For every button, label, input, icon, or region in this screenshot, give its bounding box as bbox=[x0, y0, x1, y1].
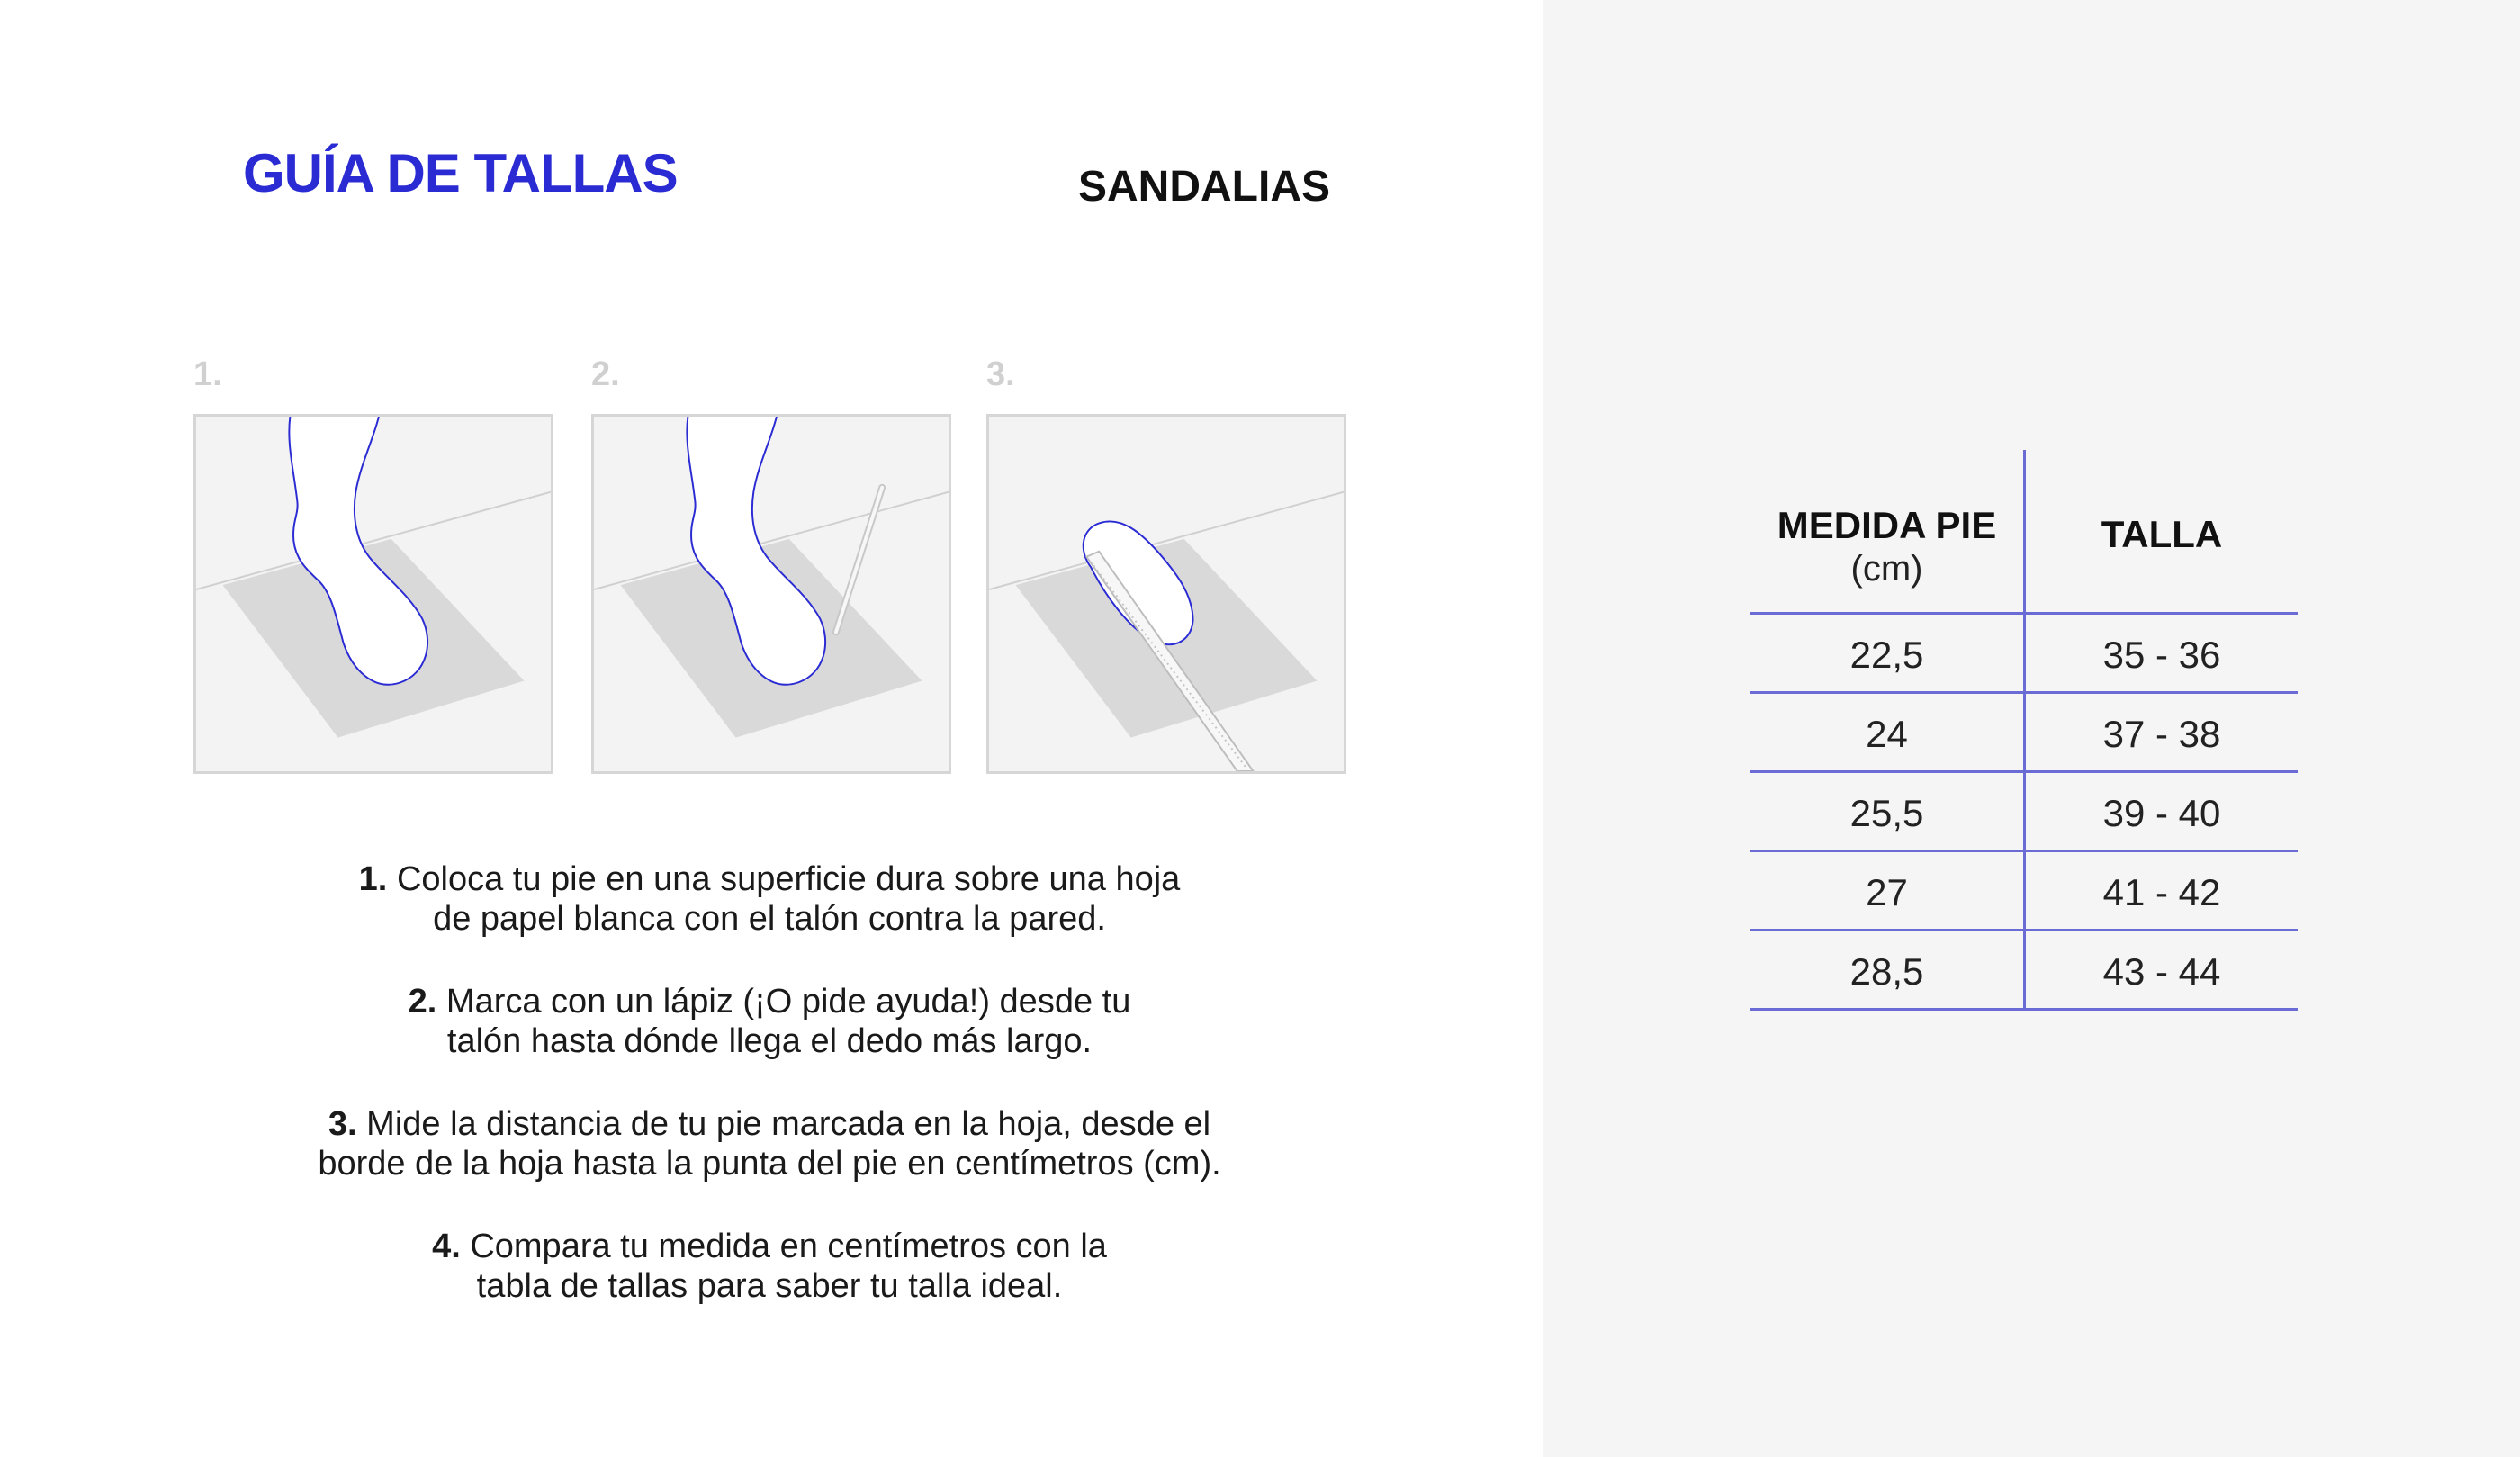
table-header bbox=[1750, 450, 2298, 612]
size-cell: 35 - 36 bbox=[2102, 634, 2221, 676]
instruction-3 bbox=[225, 1104, 1314, 1183]
size-cell: 41 - 42 bbox=[2102, 871, 2221, 913]
measure-cell: 22,5 bbox=[1850, 634, 1924, 676]
measure-cell: 24 bbox=[1866, 713, 1908, 755]
instructions-list bbox=[225, 859, 1314, 1349]
instruction-text: borde de la hoja hasta la punta del pie en centímetros (cm). bbox=[318, 1145, 1221, 1183]
instruction-text: Mide la distancia de tu pie marcada en la hoja, desde el bbox=[366, 1105, 1211, 1143]
table-row bbox=[1750, 931, 2298, 1008]
header-measure bbox=[1750, 504, 2023, 589]
instruction-text: talón hasta dónde llega el dedo más largo. bbox=[446, 1022, 1093, 1060]
table-row bbox=[1750, 773, 2298, 850]
footprint-with-ruler-icon bbox=[989, 417, 1344, 771]
measure-cell: 27 bbox=[1866, 871, 1908, 913]
header-measure-unit: (cm) bbox=[1850, 549, 1923, 589]
table-row bbox=[1750, 852, 2298, 929]
row-divider bbox=[1750, 1008, 2298, 1011]
measure-cell: 25,5 bbox=[1850, 792, 1924, 834]
step-2-illustration bbox=[591, 414, 951, 774]
page-title: GUÍA DE TALLAS bbox=[243, 143, 678, 203]
instruction-text: Coloca tu pie en una superficie dura sobre una hoja bbox=[396, 860, 1181, 898]
table-row bbox=[1750, 615, 2298, 691]
step-number-1: 1. bbox=[194, 355, 222, 393]
step-1-illustration bbox=[194, 414, 554, 774]
instruction-4 bbox=[225, 1227, 1314, 1306]
instruction-text: tabla de tallas para saber tu talla ideal. bbox=[476, 1267, 1063, 1305]
product-name: SANDALIAS bbox=[1078, 163, 1331, 211]
header-size bbox=[2026, 513, 2298, 556]
size-cell: 37 - 38 bbox=[2102, 713, 2221, 755]
header-size-label: TALLA bbox=[2101, 513, 2223, 555]
foot-on-paper-icon bbox=[196, 417, 551, 771]
table-row bbox=[1750, 694, 2298, 770]
size-cell: 39 - 40 bbox=[2102, 792, 2221, 834]
instruction-1 bbox=[225, 859, 1314, 939]
instruction-number: 3. bbox=[328, 1105, 357, 1143]
header-measure-label: MEDIDA PIE bbox=[1777, 504, 1997, 546]
instruction-text: Compara tu medida en centímetros con la bbox=[470, 1228, 1107, 1265]
instruction-text: de papel blanca con el talón contra la pared. bbox=[433, 900, 1106, 938]
step-number-3: 3. bbox=[986, 355, 1015, 393]
instruction-text: Marca con un lápiz (¡O pide ayuda!) desde tu bbox=[446, 983, 1131, 1021]
step-3-illustration bbox=[986, 414, 1346, 774]
instruction-number: 1. bbox=[358, 860, 388, 898]
foot-with-pencil-icon bbox=[594, 417, 949, 771]
step-number-2: 2. bbox=[591, 355, 620, 393]
measure-cell: 28,5 bbox=[1850, 950, 1924, 993]
instruction-number: 2. bbox=[408, 983, 437, 1021]
size-table bbox=[1750, 450, 2298, 1011]
instruction-2 bbox=[225, 982, 1314, 1061]
instruction-number: 4. bbox=[432, 1228, 461, 1265]
size-cell: 43 - 44 bbox=[2102, 950, 2221, 993]
